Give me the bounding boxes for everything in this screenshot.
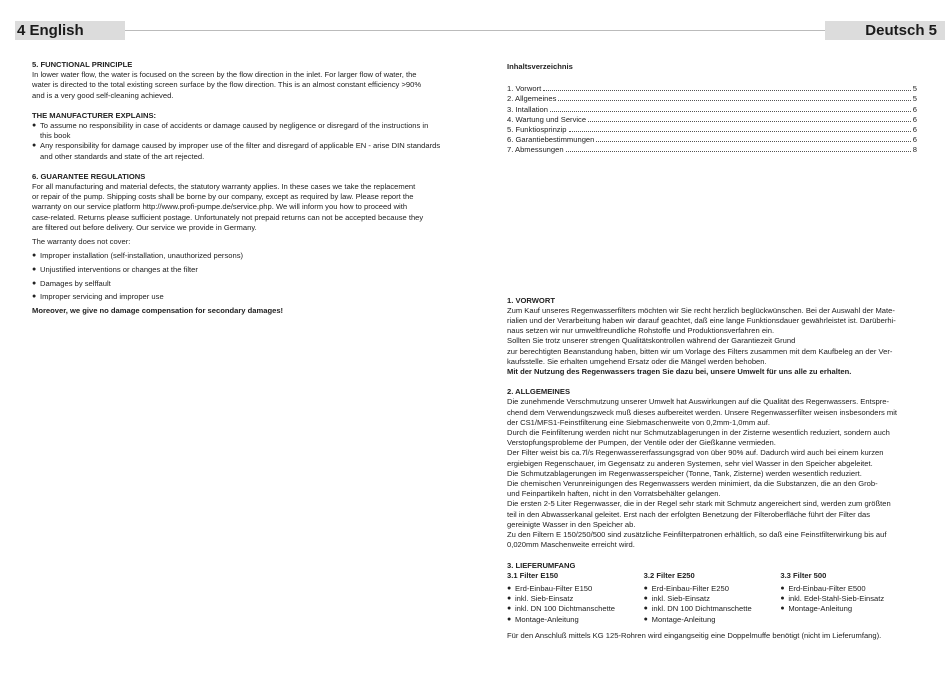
filter-column-e250	[644, 571, 781, 625]
not-cover-list	[32, 251, 442, 302]
list-item: ● Any responsibility for damage caused by improper use of the filter and disregard of applicable EN - arise DIN standards and other standards and state of the art rejected.	[32, 141, 442, 161]
toc-label: 6. Garantiebestimmungen	[507, 135, 595, 145]
list-item: ● Erd-Einbau-Filter E250	[644, 584, 781, 594]
header-right-tab	[825, 21, 945, 40]
allgemeines-line: Der Filter weist bis ca.7l/s Regenwassererfassungsgrad von über 90% auf. Dadurch wird auch bei einem kurzen	[507, 448, 884, 458]
filter-column-e150	[507, 571, 644, 625]
list-item: ● inkl. Sieb-Einsatz	[644, 594, 781, 604]
toc-row	[507, 115, 917, 125]
vorwort-line: kaufsstelle. Sie erhalten umgehend Ersatz oder die Mängel werden behoben.	[507, 356, 767, 366]
filter-title: 3.1 Filter E150	[507, 570, 559, 580]
left-page	[32, 60, 442, 316]
list-item: ● To assume no responsibility in case of accidents or damage caused by negligence or disregard of the instructions in this book	[32, 121, 442, 141]
allgemeines-line: gereinigte Wasser in den Speicher ab.	[507, 519, 636, 529]
vorwort-title: 1. VORWORT	[507, 295, 555, 305]
allgemeines-line: Zu den Filtern E 150/250/500 sind zusätzliche Feinfilterpatronen erhältlich, so daß eine Feinstfilterwirkung bis auf	[507, 530, 887, 540]
guarantee-line: warranty on our service platform http://www.profi-pumpe.de/service.php. We will inform you how to proceed with	[32, 202, 408, 212]
list-item: ● Damages by selffault	[32, 279, 442, 289]
allgemeines-line: Verstopfungsprobleme der Pumpen, der Ventile oder der Gießkanne vermieden.	[507, 438, 776, 448]
toc-row	[507, 94, 917, 104]
list-item: ● inkl. DN 100 Dichtmanschette	[507, 604, 644, 614]
toc-label: 5. Funktiosprinzip	[507, 125, 567, 135]
vorwort-line: Zum Kauf unseres Regenwasserfilters möchten wir Sie recht herzlich beglückwünschen. Bei der Auswahl der Mate-	[507, 305, 895, 315]
list-item: ● Unjustified interventions or changes at the filter	[32, 265, 442, 275]
toc-row	[507, 125, 917, 135]
allgemeines-line: teil in den Abwasserkanal geleitet. Erst nach der erfolgten Benetzung der Filteroberfläche führt der Filter das	[507, 509, 871, 519]
right-page	[507, 62, 917, 641]
allgemeines-line: 0,020mm Maschenweite erreicht wird.	[507, 540, 635, 550]
functional-line: water is directed to the total existing screen surface by the flow direction. This is an almost constant efficiency >90%	[32, 80, 422, 90]
header-left-tab	[15, 21, 125, 40]
list-item: ● Erd-Einbau-Filter E150	[507, 584, 644, 594]
allgemeines-line: Die zunehmende Verschmutzung unserer Umwelt hat Auswirkungen auf die Qualität des Regenwassers. Entspre-	[507, 397, 889, 407]
vorwort-bold: Mit der Nutzung des Regenwassers tragen Sie dazu bei, unsere Umwelt für uns alle zu erhalten.	[507, 367, 852, 377]
guarantee-title: 6. GUARANTEE REGULATIONS	[32, 171, 146, 181]
allgemeines-title: 2. ALLGEMEINES	[507, 387, 571, 397]
toc-row	[507, 145, 917, 155]
allgemeines-line: Die Schmutzablagerungen im Regenwasserspeicher (Tonne, Tank, Zisterne) werden wesentlich reduziert.	[507, 468, 862, 478]
closing-text: Moreover, we give no damage compensation for secondary damages!	[32, 306, 284, 316]
lieferumfang-title: 3. LIEFERUMFANG	[507, 560, 576, 570]
header-right-title: Deutsch 5	[865, 22, 937, 39]
lieferumfang-footer: Für den Anschluß mittels KG 125-Rohren wird eingangseitig eine Doppelmuffe benötigt (nicht im Lieferumfang).	[507, 630, 882, 640]
toc-row	[507, 135, 917, 145]
allgemeines-line: Die chemischen Verunreinigungen des Regenwassers werden minimiert, da die Substanzen, die an den Grob-	[507, 479, 878, 489]
list-item: ● inkl. Edel-Stahl-Sieb-Einsatz	[780, 594, 917, 604]
guarantee-line: or repair of the pump. Shipping costs shall be borne by our company, except as required by law. Please report the	[32, 192, 414, 202]
table-of-contents	[507, 84, 917, 155]
list-item: ● inkl. Sieb-Einsatz	[507, 594, 644, 604]
toc-page: 5	[912, 94, 917, 104]
vorwort-line: Sollten Sie trotz unserer strengen Qualitätskontrollen während der Garantiezeit Grund	[507, 336, 796, 346]
toc-page: 6	[912, 104, 917, 114]
functional-line: In lower water flow, the water is focused on the screen by the flow direction in the inlet. For larger flow of water, the	[32, 70, 417, 80]
list-item: ● inkl. DN 100 Dichtmanschette	[644, 604, 781, 614]
toc-title: Inhaltsverzeichnis	[507, 62, 573, 71]
filter-columns	[507, 571, 917, 625]
header-rule	[125, 30, 825, 31]
guarantee-line: For all manufacturing and material defects, the statutory warranty applies. In these cases we take the replacement	[32, 182, 416, 192]
vorwort-line: rialien und der Verarbeitung haben wir darauf geachtet, daß eine lange Funktionsdauer gewährleistet ist. Darüberhi-	[507, 316, 896, 326]
list-item: ● Montage-Anleitung	[507, 615, 644, 625]
allgemeines-line: und Feinpartikeln haften, nicht in den Vorratsbehälter gelangen.	[507, 489, 721, 499]
allgemeines-line: der CS1/MFS1-Feinstfilterung eine Siebmaschenweite von 0,2mm-1,0mm auf.	[507, 417, 770, 427]
allgemeines-line: Durch die Feinfilterung werden nicht nur Schmutzablagerungen in der Zisterne wesentlich reduziert, sondern auch	[507, 428, 890, 438]
manufacturer-list	[32, 121, 442, 162]
list-item: ● Improper servicing and improper use	[32, 292, 442, 302]
list-item: ● Montage-Anleitung	[780, 604, 917, 614]
toc-page: 6	[912, 135, 917, 145]
functional-line: and is a very good self-cleaning achieved.	[32, 90, 174, 100]
allgemeines-line: ergiebigen Regenschauer, im Gegensatz zu anderen Systemen, sehr viel Wasser in den Speicher abgeleitet.	[507, 458, 873, 468]
toc-row	[507, 105, 917, 115]
toc-label: 4. Wartung und Service	[507, 114, 587, 124]
toc-page: 6	[912, 114, 917, 124]
header-left-title: 4 English	[17, 22, 84, 39]
allgemeines-line: Die ersten 2-5 Liter Regenwasser, die in der Regel sehr stark mit Schmutz angereichert sind, werden zum größten	[507, 499, 891, 509]
guarantee-line: are filtered out before delivery. Our service we provide in Germany.	[32, 222, 257, 232]
list-item: ● Montage-Anleitung	[644, 615, 781, 625]
guarantee-line: case-related. Returns please sufficient postage. Unfortunately not prepaid returns can not be accepted because they	[32, 212, 424, 222]
toc-page: 5	[912, 84, 917, 94]
toc-label: 3. Intallation	[507, 104, 548, 114]
filter-title: 3.2 Filter E250	[643, 570, 695, 580]
toc-page: 6	[912, 125, 917, 135]
filter-title: 3.3 Filter 500	[780, 570, 827, 580]
vorwort-line: zur berechtigten Beanstandung haben, bitten wir um Vorlage des Filters zusammen mit dem Kaufbeleg an der Ver-	[507, 346, 893, 356]
manufacturer-title: THE MANUFACTURER EXPLAINS:	[32, 110, 157, 120]
list-item: ● Erd-Einbau-Filter E500	[780, 584, 917, 594]
toc-page: 8	[912, 145, 917, 155]
filter-column-500	[780, 571, 917, 625]
functional-title: 5. FUNCTIONAL PRINCIPLE	[32, 60, 133, 69]
vorwort-line: naus setzen wir nur umweltfreundliche Rohstoffe und Produktionsverfahren ein.	[507, 326, 775, 336]
list-item: ● Improper installation (self-installation, unauthorized persons)	[32, 251, 442, 261]
toc-row	[507, 84, 917, 94]
toc-label: 1. Vorwort	[507, 84, 542, 94]
allgemeines-line: chend dem Verwendungszweck muß dieses aufbereitet werden. Unsere Regenwasserfilter weisen insbesonders mit	[507, 407, 898, 417]
toc-label: 7. Abmessungen	[507, 145, 564, 155]
toc-label: 2. Allgemeines	[507, 94, 557, 104]
not-cover-text: The warranty does not cover:	[32, 237, 131, 247]
